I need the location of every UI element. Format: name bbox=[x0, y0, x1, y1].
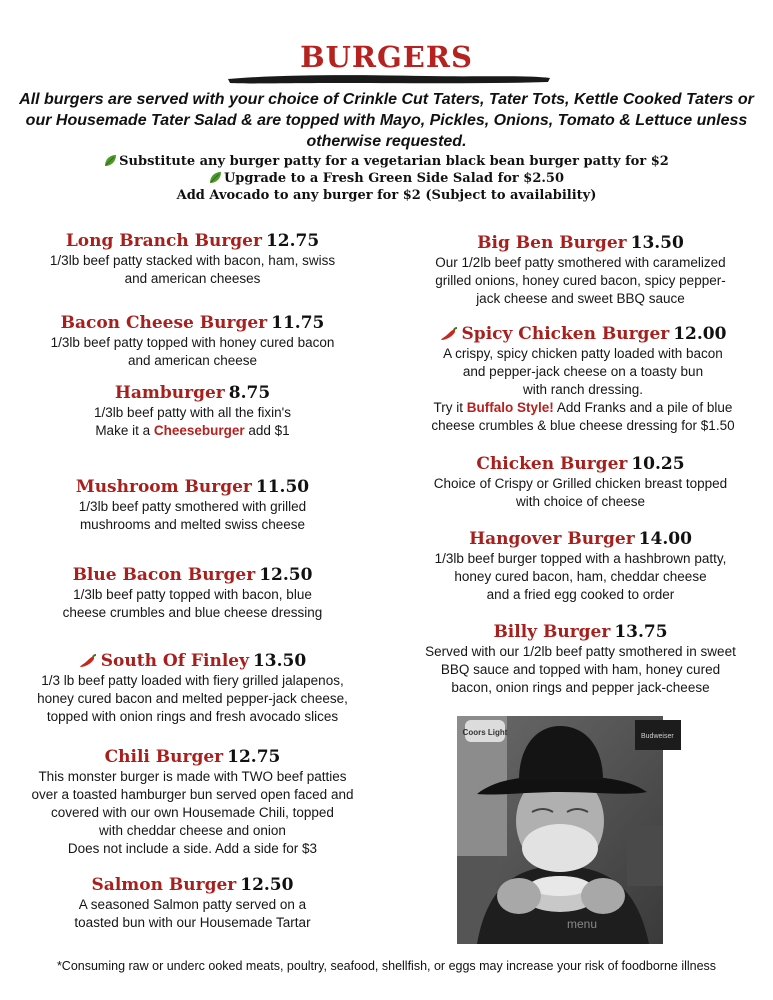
item-price: 13.75 bbox=[614, 622, 668, 642]
item-description-line: jack cheese and sweet BBQ sauce bbox=[476, 291, 685, 306]
upgrade-suffix: add $1 bbox=[244, 423, 290, 438]
item-description-line: cheese crumbles and blue cheese dressing bbox=[62, 605, 323, 620]
menu-item-chili-burger bbox=[10, 747, 375, 858]
menu-item-long-branch-burger bbox=[10, 231, 375, 288]
item-buffalo-line bbox=[398, 399, 768, 417]
item-description-line: cheese crumbles & blue cheese dressing for $1.50 bbox=[431, 418, 735, 433]
photo-watermark: menu bbox=[567, 917, 598, 931]
item-description-line: 1/3lb beef burger topped with a hashbrown patty, bbox=[434, 551, 727, 566]
menu-item-chicken-burger bbox=[398, 454, 763, 511]
item-description-line: with cheddar cheese and onion bbox=[99, 823, 286, 838]
item-price: 11.50 bbox=[255, 477, 310, 497]
item-description-line: and a fried egg cooked to order bbox=[486, 587, 675, 602]
chili-pepper-icon bbox=[440, 327, 458, 341]
item-description-line: 1/3lb beef patty with all the fixin's bbox=[94, 405, 291, 420]
intro-text: All burgers are served with your choice of Crinkle Cut Taters, Tater Tots, Kettle Cooked Taters or our Housemade Tater Salad & are topped with Mayo, Pickles, Onions, Tomato & Lettuce unless otherwise requested. bbox=[19, 91, 754, 150]
option-text: Add Avocado to any burger for $2 (Subject to availability) bbox=[176, 188, 597, 203]
item-price: 12.50 bbox=[240, 875, 294, 895]
item-description-line: with choice of cheese bbox=[515, 494, 646, 509]
item-name: Long Branch Burger bbox=[65, 231, 262, 251]
item-name: Hangover Burger bbox=[469, 529, 635, 549]
item-name: Mushroom Burger bbox=[75, 477, 252, 497]
item-description-line: 1/3lb beef patty smothered with grilled bbox=[78, 499, 307, 514]
menu-item-hangover-burger bbox=[398, 529, 763, 604]
leaf-icon bbox=[209, 171, 222, 184]
item-upgrade-line bbox=[10, 422, 375, 440]
item-price: 8.75 bbox=[228, 383, 271, 403]
item-price: 11.75 bbox=[271, 313, 325, 333]
item-name: Big Ben Burger bbox=[477, 233, 627, 253]
item-price: 12.50 bbox=[259, 565, 313, 585]
item-description-line: grilled onions, honey cured bacon, spicy pepper- bbox=[435, 273, 726, 288]
item-description-line: mushrooms and melted swiss cheese bbox=[79, 517, 306, 532]
upgrade-prefix: Make it a bbox=[95, 423, 154, 438]
item-name: Chili Burger bbox=[104, 747, 224, 767]
brush-stroke-divider bbox=[226, 73, 552, 85]
item-description-line: and american cheese bbox=[127, 353, 258, 368]
menu-item-billy-burger bbox=[398, 622, 763, 697]
item-name: Billy Burger bbox=[493, 622, 611, 642]
cowboy-eating-burger-photo bbox=[457, 716, 674, 944]
item-description-line: topped with onion rings and fresh avocado slices bbox=[46, 709, 339, 724]
item-description-line: Does not include a side. Add a side for $3 bbox=[67, 841, 318, 856]
item-description-line: This monster burger is made with TWO beef patties bbox=[38, 769, 347, 784]
option-vegetarian bbox=[0, 153, 773, 170]
option-text: Upgrade to a Fresh Green Side Salad for $2.50 bbox=[223, 171, 565, 186]
item-price: 14.00 bbox=[638, 529, 692, 549]
item-price: 10.25 bbox=[631, 454, 685, 474]
item-name: Bacon Cheese Burger bbox=[60, 313, 268, 333]
item-description-line: 1/3 lb beef patty loaded with fiery grilled jalapenos, bbox=[41, 673, 344, 688]
menu-item-salmon-burger bbox=[10, 875, 375, 932]
item-description-line: A crispy, spicy chicken patty loaded with bacon bbox=[443, 346, 723, 361]
coors-light-sign-text: Coors Light bbox=[462, 728, 508, 737]
item-name: Chicken Burger bbox=[476, 454, 628, 474]
item-description-line: Served with our 1/2lb beef patty smothered in sweet bbox=[425, 644, 736, 659]
item-description-line: and american cheeses bbox=[124, 271, 261, 286]
item-description-line: and pepper-jack cheese on a toasty bun bbox=[462, 364, 704, 379]
item-description-line: over a toasted hamburger bun served open faced and bbox=[31, 787, 354, 802]
menu-item-mushroom-burger bbox=[10, 477, 375, 534]
cheeseburger-highlight: Cheeseburger bbox=[153, 423, 245, 438]
item-price: 12.75 bbox=[265, 231, 320, 251]
item-price: 13.50 bbox=[630, 233, 684, 253]
item-description-line: toasted bun with our Housemade Tartar bbox=[74, 915, 311, 930]
item-price: 13.50 bbox=[252, 651, 307, 671]
menu-title: BURGERS bbox=[300, 40, 473, 74]
leaf-icon bbox=[104, 154, 117, 167]
item-description-line: covered with our own Housemade Chili, topped bbox=[51, 805, 334, 820]
item-name: Spicy Chicken Burger bbox=[461, 324, 670, 344]
buffalo-prefix: Try it bbox=[433, 400, 467, 415]
item-description-line: 1/3lb beef patty topped with bacon, blue bbox=[73, 587, 312, 602]
option-text: Substitute any burger patty for a vegetarian black bean burger patty for $2 bbox=[119, 154, 669, 169]
menu-item-spicy-chicken-burger bbox=[398, 324, 768, 435]
buffalo-style-highlight: Buffalo Style! bbox=[466, 400, 554, 415]
item-description-line: Our 1/2lb beef patty smothered with caramelized bbox=[435, 255, 726, 270]
menu-item-blue-bacon-burger bbox=[10, 565, 375, 622]
item-price: 12.00 bbox=[673, 324, 727, 344]
menu-item-bacon-cheese-burger bbox=[10, 313, 375, 370]
item-description-line: 1/3lb beef patty topped with honey cured bacon bbox=[50, 335, 335, 350]
buffalo-suffix: Add Franks and a pile of blue bbox=[553, 400, 733, 415]
option-side-salad bbox=[0, 170, 773, 187]
budweiser-sign-text: Budweiser bbox=[641, 733, 674, 740]
menu-item-hamburger bbox=[10, 383, 375, 440]
item-name: Hamburger bbox=[114, 383, 225, 403]
item-description-line: honey cured bacon, ham, cheddar cheese bbox=[454, 569, 707, 584]
foodborne-illness-disclaimer: *Consuming raw or underc ooked meats, poultry, seafood, shellfish, or eggs may increase your risk of foodborne illness bbox=[56, 959, 717, 973]
option-avocado bbox=[0, 187, 773, 204]
item-description-line: 1/3lb beef patty stacked with bacon, ham, swiss bbox=[49, 253, 336, 268]
menu-item-south-of-finley bbox=[10, 651, 375, 726]
item-price: 12.75 bbox=[227, 747, 281, 767]
chili-pepper-icon bbox=[79, 654, 97, 668]
item-name: Blue Bacon Burger bbox=[72, 565, 256, 585]
item-name: South Of Finley bbox=[100, 651, 249, 671]
item-name: Salmon Burger bbox=[91, 875, 237, 895]
item-description-line: Choice of Crispy or Grilled chicken breast topped bbox=[433, 476, 728, 491]
menu-item-big-ben-burger bbox=[398, 233, 763, 308]
item-description-line: with ranch dressing. bbox=[522, 382, 644, 397]
item-description-line: honey cured bacon and melted pepper-jack cheese, bbox=[37, 691, 348, 706]
item-description-line: BBQ sauce and topped with ham, honey cured bbox=[440, 662, 721, 677]
item-description-line: A seasoned Salmon patty served on a bbox=[78, 897, 307, 912]
item-description-line: bacon, onion rings and pepper jack-cheese bbox=[451, 680, 710, 695]
